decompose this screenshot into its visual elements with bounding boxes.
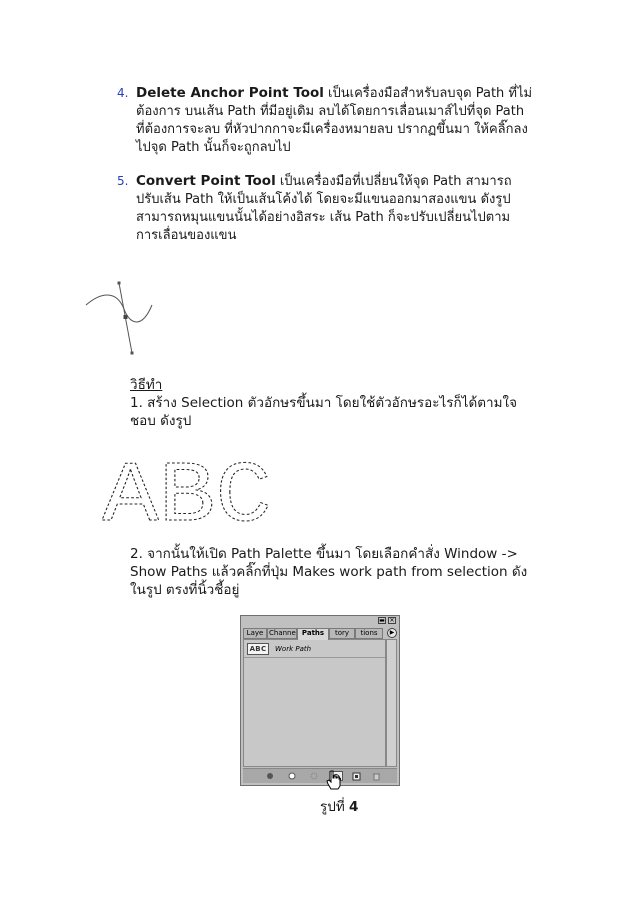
tool-name: Delete Anchor Point Tool <box>136 85 324 101</box>
load-selection-icon[interactable] <box>307 771 321 781</box>
item-line: ต้องการ บนเส้น Path ที่มีอยู่เดิม ลบได้โดยการเลื่อนเมาส์ไปที่จุด Path <box>136 104 525 119</box>
step-line: ชอบ ดังรูป <box>130 413 192 429</box>
item-line <box>136 172 576 191</box>
paths-palette <box>240 615 400 786</box>
step-line: 1. สร้าง Selection ตัวอักษรขึ้นมา โดยใช้ตัวอักษรอะไรก็ได้ตามใจ <box>130 395 517 411</box>
path-name: Work Path <box>275 645 312 653</box>
method-heading: วิธีทำ <box>130 377 163 393</box>
tab-actions[interactable]: tions <box>355 628 383 639</box>
item-line-text: เป็นเครื่องมือสำหรับลบจุด Path ที่ไม่ <box>323 86 533 101</box>
palette-titlebar <box>241 616 399 626</box>
tab-paths[interactable]: Paths <box>297 628 329 640</box>
close-button[interactable]: ✕ <box>389 617 395 624</box>
anchor-point <box>124 315 128 319</box>
handle-point-bottom <box>131 352 134 355</box>
delete-path-icon[interactable] <box>369 771 383 781</box>
step-line: Show Paths แล้วคลิ๊กที่ปุ่ม Makes work path from selection ดัง <box>130 564 528 580</box>
item-line-text: เป็นเครื่องมือที่เปลี่ยนให้จุด Path สามารถ <box>275 174 512 189</box>
fill-path-icon[interactable] <box>263 771 277 781</box>
stroke-path-icon[interactable] <box>285 771 299 781</box>
minimize-button[interactable]: ▬ <box>379 617 385 624</box>
path-thumbnail: ABC <box>247 643 269 655</box>
new-path-icon[interactable] <box>349 771 363 781</box>
caption-prefix: รูปที่ <box>320 799 350 815</box>
caption-number: 4 <box>349 799 359 815</box>
tab-layers[interactable]: Laye <box>243 628 267 639</box>
item-line: สามารถหมุนแขนนั้นได้อย่างอิสระ เส้น Path ก็จะปรับเปลี่ยนไปตาม <box>136 210 511 225</box>
curve-path <box>86 295 152 322</box>
palette-scrollbar[interactable] <box>386 639 397 767</box>
item-text <box>136 84 576 157</box>
palette-menu-button[interactable]: ▶ <box>387 628 397 638</box>
work-path-row[interactable] <box>244 642 385 658</box>
figure-caption <box>320 795 358 817</box>
tool-name: Convert Point Tool <box>136 173 276 189</box>
tab-history[interactable]: tory <box>329 628 355 639</box>
item-line: ที่ต้องการจะลบ ที่หัวปากกาจะมีเครื่องหมายลบ ปรากฏขึ้นมา ให้คลิ๊กลง <box>136 122 528 137</box>
item-line: การเลื่อนของแขน <box>136 228 237 243</box>
palette-tabs <box>243 628 385 639</box>
item-line: ปรับเส้น Path ให้เป็นเส้นโค้งได้ โดยจะมีแขนออกมาสองแขน ดังรูป <box>136 192 511 207</box>
item-line <box>136 84 576 103</box>
method-step2 <box>130 545 570 599</box>
abc-selection <box>100 452 275 528</box>
item-number: 5. <box>117 174 129 188</box>
convert-point-illustration <box>80 275 170 360</box>
step-line: ในรูป ตรงที่นิ้วชี้อยู่ <box>130 582 240 598</box>
handle-point-top <box>118 282 121 285</box>
step-line: 2. จากนั้นให้เปิด Path Palette ขึ้นมา โดยเลือกคำสั่ง Window -> <box>130 546 518 562</box>
method-step1 <box>130 376 570 430</box>
item-line: ไปจุด Path นั้นก็จะถูกลบไป <box>136 140 291 155</box>
item-number: 4. <box>117 86 129 100</box>
palette-bottom-toolbar <box>243 768 397 783</box>
item-text <box>136 172 576 245</box>
tab-channels[interactable]: Channe <box>269 629 296 637</box>
paths-list <box>243 639 386 767</box>
hand-pointer-icon <box>326 770 342 790</box>
selection-text: ABC <box>102 452 272 528</box>
